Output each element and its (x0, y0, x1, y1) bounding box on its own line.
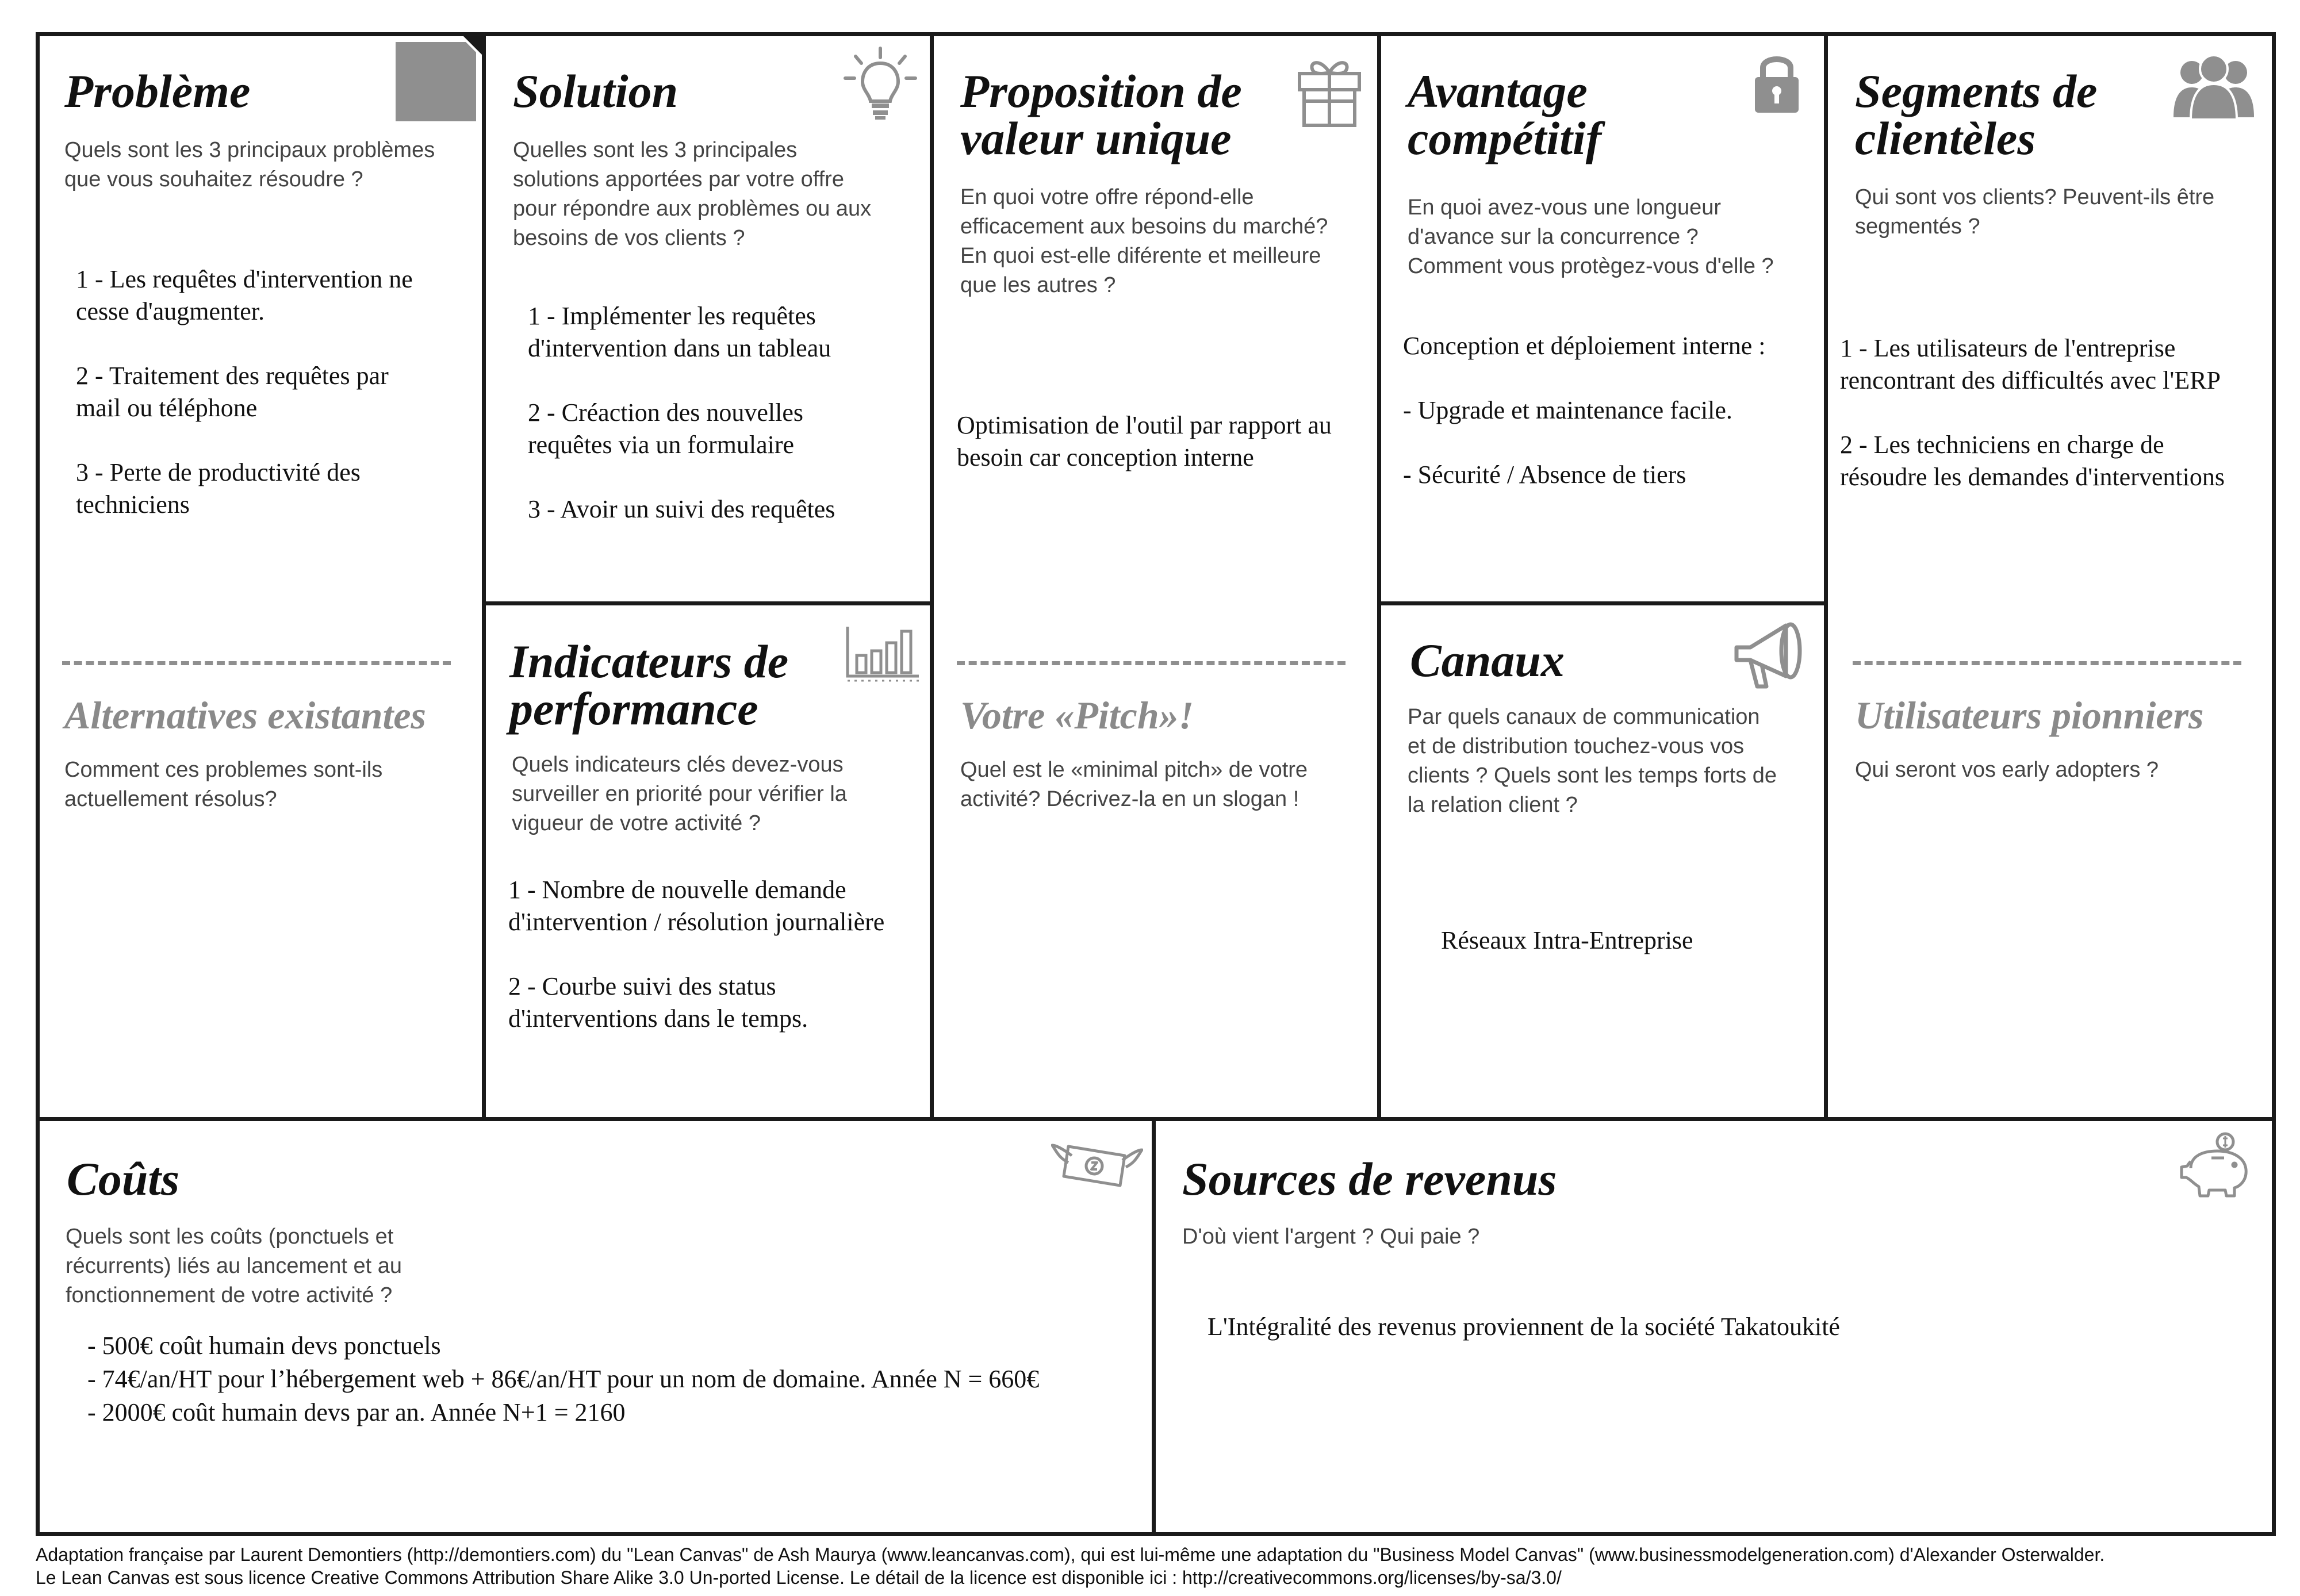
border-bottom (36, 1532, 2276, 1536)
footer-license: Le Lean Canvas est sous licence Creative Commons Attribution Share Alike 3.0 Un-ported License. Le détail de la licence est disponible ici : http://creativecommons.org/licenses/by-sa/3.0/ (36, 1567, 1562, 1588)
pionniers-question: Qui seront vos early adopters ? (1855, 758, 2159, 782)
document-icon (396, 36, 482, 121)
padlock-icon (1753, 51, 1801, 114)
pionniers-title: Utilisateurs pionniers (1855, 693, 2204, 737)
indicateurs-title: Indicateurs de performance (509, 635, 789, 735)
canaux-title: Canaux (1410, 634, 1565, 686)
solution-question: Quelles sont les 3 principales solutions apportées par votre offre pour répondre aux problèmes ou aux besoins de vos clients ? (513, 138, 872, 250)
divider-avantage-canaux (1377, 601, 1828, 605)
probleme-dashed-divider (62, 661, 451, 665)
avantage-question: En quoi avez-vous une longueur d'avance sur la concurrence ? Comment vous protègez-vous d'elle ? (1408, 195, 1774, 278)
pitch-question: Quel est le «minimal pitch» de votre activité? Décrivez-la en un slogan ! (960, 758, 1308, 811)
proposition-dashed-divider (957, 661, 1346, 665)
lightbulb-icon (843, 46, 918, 121)
border-top (36, 32, 2276, 36)
couts-title: Coûts (67, 1153, 179, 1205)
proposition-question: En quoi votre offre répond-elle efficacement aux besoins du marché? En quoi est-elle diférente et meilleure que les autres ? (960, 185, 1328, 297)
pitch-title: Votre «Pitch»! (960, 693, 1194, 737)
proposition-title: Proposition de valeur unique (960, 65, 1242, 164)
probleme-answer: 1 - Les requêtes d'intervention ne cesse d'augmenter. 2 - Traitement des requêtes par mail ou téléphone 3 - Perte de productivité des techniciens (76, 265, 413, 519)
indicateurs-answer: 1 - Nombre de nouvelle demande d'intervention / résolution journalière 2 - Courbe suivi des status d'interventions dans le temps. (508, 876, 885, 1033)
segments-title: Segments de clientèles (1855, 65, 2098, 164)
segments-question: Qui sont vos clients? Peuvent-ils être segmentés ? (1855, 185, 2215, 239)
alternatives-title: Alternatives existantes (64, 693, 426, 737)
revenus-question: D'où vient l'argent ? Qui paie ? (1182, 1225, 1480, 1249)
border-left (36, 32, 40, 1536)
probleme-question: Quels sont les 3 principaux problèmes que vous souhaitez résoudre ? (64, 138, 435, 191)
divider-col-4 (1824, 32, 1828, 1119)
proposition-answer: Optimisation de l'outil par rapport au besoin car conception interne (957, 411, 1332, 471)
divider-col-3 (1377, 32, 1381, 1119)
solution-title: Solution (513, 65, 678, 117)
divider-couts-revenus (1152, 1117, 1156, 1536)
flying-money-icon (1051, 1133, 1143, 1190)
canaux-answer: Réseaux Intra-Entreprise (1441, 926, 1693, 954)
solution-answer: 1 - Implémenter les requêtes d'intervention dans un tableau 2 - Créaction des nouvelles requêtes via un formulaire 3 - Avoir un suivi des requêtes (528, 302, 835, 523)
couts-answer: - 500€ coût humain devs ponctuels - 74€/an/HT pour l’hébergement web + 86€/an/HT pour un nom de domaine. Année N = 660€ - 2000€ coût humain devs par an. Année N+1 = 2160 (87, 1332, 1040, 1426)
alternatives-question: Comment ces problemes sont-ils actuellement résolus? (64, 758, 383, 811)
piggy-bank-icon (2179, 1131, 2254, 1200)
segments-dashed-divider (1853, 661, 2241, 665)
divider-col-1 (482, 32, 486, 1119)
revenus-title: Sources de revenus (1182, 1153, 1557, 1205)
probleme-title: Problème (64, 65, 251, 117)
gift-icon (1297, 55, 1362, 128)
couts-question: Quels sont les coûts (ponctuels et récurrents) liés au lancement et au fonctionnement de votre activité ? (66, 1225, 402, 1307)
divider-solution-indicateurs (482, 601, 934, 605)
divider-row-bottom (36, 1117, 2276, 1121)
indicateurs-question: Quels indicateurs clés devez-vous surveiller en priorité pour vérifier la vigueur de votre activité ? (512, 753, 847, 835)
footer-attribution: Adaptation française par Laurent Demontiers (http://demontiers.com) du "Lean Canvas" de Ash Maurya (www.leancanvas.com), qui est lui-même une adaptation du "Business Model Canvas" (www.businessmodelgeneration.com) d'Alexander Osterwalder. (36, 1544, 2105, 1565)
avantage-answer: Conception et déploiement interne : - Upgrade et maintenance facile. - Sécurité / Absence de tiers (1403, 332, 1766, 489)
canaux-question: Par quels canaux de communication et de distribution touchez-vous vos clients ? Quels sont les temps forts de la relation client ? (1408, 705, 1777, 817)
border-right (2272, 32, 2276, 1536)
revenus-answer: L'Intégralité des revenus proviennent de la société Takatoukité (1208, 1313, 1840, 1341)
divider-col-2 (930, 32, 934, 1119)
people-icon (2174, 53, 2254, 122)
segments-answer: 1 - Les utilisateurs de l'entreprise rencontrant des difficultés avec l'ERP 2 - Les techniciens en charge de résoudre les demandes d'interventions (1840, 334, 2225, 491)
avantage-title: Avantage compétitif (1408, 65, 1602, 164)
bar-chart-icon (845, 626, 920, 683)
megaphone-icon (1731, 619, 1808, 693)
